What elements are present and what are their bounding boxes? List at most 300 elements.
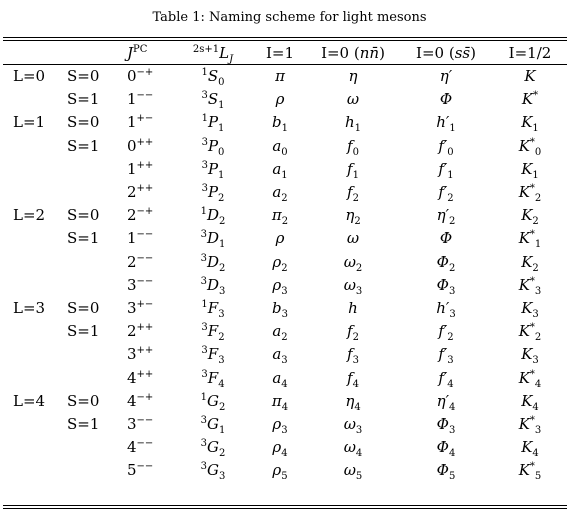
- ih-sub: 0: [534, 146, 542, 158]
- cell-l: [3, 251, 61, 274]
- table-row: [3, 297, 567, 320]
- cell-s: [61, 413, 117, 436]
- ih-sup: *: [529, 322, 535, 334]
- i1-sub: 4: [281, 448, 288, 460]
- jpc-value: 3: [127, 345, 137, 364]
- s-value: S=0: [67, 299, 100, 318]
- cell-jpc: [117, 436, 173, 459]
- cell-i1: [253, 135, 307, 158]
- i1-value: b: [272, 299, 282, 318]
- cell-i0-ss: [399, 413, 493, 436]
- l-value: L=4: [13, 391, 46, 410]
- lj-pre: 3: [200, 275, 207, 287]
- cell-i0-ss: [399, 251, 493, 274]
- jpc-value: 2: [127, 206, 137, 225]
- cell-lj: [173, 320, 253, 343]
- lj-sub: 1: [218, 425, 226, 437]
- i1-value: ρ: [272, 275, 282, 294]
- ih-sup: *: [529, 275, 535, 287]
- ih-sub: 1: [532, 169, 539, 181]
- cell-i1: [253, 251, 307, 274]
- ih-value: K: [518, 368, 530, 387]
- cell-l: [3, 88, 61, 111]
- i0n-value: ω: [343, 415, 356, 434]
- cell-s: [61, 459, 117, 482]
- i0n-value: f: [347, 322, 353, 341]
- cell-lj: [173, 343, 253, 366]
- i1-value: ρ: [272, 461, 282, 480]
- cell-ihalf: [493, 436, 567, 459]
- cell-i1: [253, 227, 307, 250]
- cell-s: [61, 135, 117, 158]
- lj-sub: 3: [218, 355, 225, 367]
- ih-sup: *: [529, 461, 535, 473]
- cell-lj: [173, 111, 253, 134]
- ih-value: K: [518, 461, 530, 480]
- jpc-sup: −−: [136, 90, 154, 102]
- lj-base: S: [207, 67, 219, 85]
- i0n-sub: 3: [355, 285, 363, 297]
- i1-value: π: [271, 391, 282, 410]
- i0s-value: Φ: [436, 415, 449, 434]
- cell-i0-nn: [307, 65, 399, 88]
- lj-sub: 2: [219, 262, 226, 274]
- jpc-sup: +−: [136, 299, 154, 311]
- cell-lj: [173, 459, 253, 482]
- i0n-value: ω: [343, 252, 356, 271]
- header-lj-base: L: [219, 44, 230, 62]
- i1-sub: 3: [281, 285, 288, 297]
- header-i0-ss-suffix: ): [470, 44, 476, 62]
- lj-sub: 2: [218, 448, 226, 460]
- lj-base: P: [207, 183, 219, 202]
- i0s-value: f′: [438, 159, 448, 178]
- cell-l: [3, 436, 61, 459]
- cell-l: [3, 181, 61, 204]
- i0s-value: f′: [438, 345, 448, 364]
- i0n-value: η: [348, 67, 358, 85]
- top-rule-1: [3, 37, 567, 38]
- jpc-sup: +−: [136, 113, 154, 125]
- table-row: [3, 135, 567, 158]
- s-value: S=1: [67, 90, 100, 109]
- table-row: [3, 204, 567, 227]
- i1-sub: 2: [281, 332, 288, 344]
- i1-value: a: [272, 136, 282, 155]
- jpc-sup: −−: [136, 229, 154, 241]
- i0s-sub: 1: [449, 123, 456, 135]
- ih-value: K: [518, 183, 530, 202]
- lj-base: F: [207, 368, 219, 387]
- cell-lj: [173, 135, 253, 158]
- cell-jpc: [117, 227, 173, 250]
- i0n-value: η: [345, 391, 355, 410]
- cell-l: [3, 135, 61, 158]
- cell-i1: [253, 436, 307, 459]
- i1-value: a: [272, 183, 282, 202]
- ih-value: K: [521, 113, 533, 132]
- cell-s: [61, 204, 117, 227]
- ih-value: K: [524, 67, 536, 85]
- i1-sub: 5: [281, 471, 288, 483]
- table-row: [3, 320, 567, 343]
- cell-l: [3, 204, 61, 227]
- jpc-value: 1: [127, 159, 137, 178]
- lj-base: D: [206, 275, 220, 294]
- s-value: S=0: [67, 391, 100, 410]
- header-lj-sub: J: [229, 54, 234, 65]
- cell-s: [61, 181, 117, 204]
- i0s-sub: 2: [447, 193, 454, 205]
- cell-i0-nn: [307, 158, 399, 181]
- header-lj-sup: 2s+1: [192, 44, 220, 55]
- i0n-value: ω: [343, 275, 356, 294]
- i0n-sub: 1: [352, 169, 359, 181]
- header-lj: [173, 41, 253, 65]
- i0n-value: f: [347, 159, 353, 178]
- cell-ihalf: [493, 65, 567, 88]
- ih-value: K: [521, 206, 533, 225]
- table-row: [3, 343, 567, 366]
- cell-i0-nn: [307, 320, 399, 343]
- jpc-value: 2: [127, 252, 137, 271]
- lj-pre: 3: [201, 368, 208, 380]
- ih-sub: 1: [534, 239, 542, 251]
- ih-value: K: [518, 415, 530, 434]
- cell-i0-nn: [307, 367, 399, 390]
- jpc-value: 5: [127, 461, 137, 480]
- cell-l: [3, 343, 61, 366]
- i1-sub: 1: [281, 123, 288, 135]
- lj-pre: 1: [201, 299, 208, 311]
- cell-i1: [253, 297, 307, 320]
- cell-i0-nn: [307, 413, 399, 436]
- cell-lj: [173, 227, 253, 250]
- i0n-value: η: [345, 206, 355, 225]
- i0s-sub: 2: [447, 332, 454, 344]
- jpc-sup: ++: [136, 368, 154, 380]
- cell-i0-ss: [399, 390, 493, 413]
- i0s-value: Φ: [436, 461, 449, 480]
- cell-l: [3, 227, 61, 250]
- lj-base: F: [207, 322, 219, 341]
- cell-jpc: [117, 204, 173, 227]
- table-row: [3, 413, 567, 436]
- i0n-sub: 2: [352, 332, 359, 344]
- cell-ihalf: [493, 158, 567, 181]
- cell-ihalf: [493, 111, 567, 134]
- cell-jpc: [117, 343, 173, 366]
- cell-s: [61, 390, 117, 413]
- i1-value: a: [272, 368, 282, 387]
- cell-lj: [173, 413, 253, 436]
- header-s: [61, 41, 117, 65]
- ih-sup: *: [529, 415, 535, 427]
- lj-base: G: [207, 438, 219, 457]
- i0n-sub: 4: [354, 401, 361, 413]
- lj-pre: 1: [201, 67, 208, 78]
- cell-s: [61, 297, 117, 320]
- cell-i1: [253, 181, 307, 204]
- cell-ihalf: [493, 274, 567, 297]
- lj-pre: 3: [200, 438, 207, 450]
- i0s-value: η′: [436, 391, 450, 410]
- jpc-sup: −+: [136, 67, 154, 78]
- ih-value: K: [521, 391, 533, 410]
- i1-value: ρ: [272, 252, 282, 271]
- cell-lj: [173, 88, 253, 111]
- table-row: [3, 436, 567, 459]
- cell-ihalf: [493, 297, 567, 320]
- cell-i0-nn: [307, 227, 399, 250]
- cell-lj: [173, 251, 253, 274]
- lj-base: D: [206, 229, 220, 248]
- table-caption: Table 1: Naming scheme for light mesons: [152, 10, 427, 25]
- cell-s: [61, 367, 117, 390]
- i1-value: ρ: [275, 90, 285, 109]
- cell-i0-nn: [307, 251, 399, 274]
- ih-value: K: [521, 438, 533, 457]
- table-row: [3, 459, 567, 482]
- lj-sub: 0: [218, 77, 225, 88]
- lj-pre: 3: [200, 461, 207, 473]
- ih-value: K: [521, 159, 533, 178]
- i1-sub: 1: [281, 169, 288, 181]
- ih-sup: *: [533, 90, 539, 102]
- cell-i0-ss: [399, 158, 493, 181]
- cell-i1: [253, 343, 307, 366]
- jpc-value: 3: [127, 415, 137, 434]
- i0s-sub: 2: [448, 262, 456, 274]
- cell-s: [61, 111, 117, 134]
- ih-sub: 4: [534, 378, 542, 390]
- jpc-sup: ++: [136, 136, 154, 148]
- i1-value: ρ: [272, 415, 282, 434]
- i0s-value: Φ: [436, 275, 449, 294]
- i0n-value: h: [348, 299, 358, 318]
- cell-s: [61, 320, 117, 343]
- i0s-sub: 3: [447, 355, 454, 367]
- cell-i1: [253, 204, 307, 227]
- i1-value: π: [271, 206, 282, 225]
- bottom-rule-1: [3, 505, 567, 506]
- i1-sub: 4: [281, 378, 288, 390]
- lj-pre: 3: [201, 136, 208, 148]
- i0n-sub: 1: [354, 123, 362, 135]
- i0n-value: ω: [346, 90, 360, 109]
- cell-jpc: [117, 111, 173, 134]
- s-value: S=0: [67, 67, 100, 85]
- cell-i1: [253, 274, 307, 297]
- i0s-sub: 5: [448, 471, 456, 483]
- cell-l: [3, 65, 61, 88]
- cell-l: [3, 297, 61, 320]
- cell-ihalf: [493, 390, 567, 413]
- table-row: [3, 65, 567, 88]
- cell-l: [3, 320, 61, 343]
- l-value: L=3: [13, 299, 46, 318]
- header-i1: I=1: [265, 44, 295, 62]
- cell-i0-nn: [307, 204, 399, 227]
- cell-i1: [253, 459, 307, 482]
- table-row: [3, 181, 567, 204]
- i0s-value: f′: [438, 136, 448, 155]
- i0n-value: f: [347, 183, 353, 202]
- s-value: S=0: [67, 113, 100, 132]
- ih-sub: 3: [532, 309, 539, 321]
- i0s-sub: 4: [449, 401, 456, 413]
- jpc-sup: −−: [136, 438, 154, 450]
- i1-value: ρ: [272, 438, 282, 457]
- cell-lj: [173, 436, 253, 459]
- lj-sub: 1: [218, 169, 225, 181]
- cell-i0-ss: [399, 204, 493, 227]
- lj-pre: 3: [200, 252, 207, 264]
- i0s-value: h′: [436, 299, 450, 318]
- cell-i0-ss: [399, 297, 493, 320]
- meson-naming-table: [3, 41, 567, 483]
- cell-ihalf: [493, 367, 567, 390]
- lj-pre: 3: [201, 90, 208, 102]
- lj-sub: 0: [218, 146, 225, 158]
- i0n-value: ω: [346, 229, 360, 248]
- ih-sub: 3: [534, 285, 542, 297]
- table-row: [3, 251, 567, 274]
- table-row: [3, 367, 567, 390]
- header-i0-nn-prefix: I=0 (: [321, 44, 360, 62]
- cell-i0-nn: [307, 135, 399, 158]
- jpc-sup: −+: [136, 391, 154, 403]
- cell-ihalf: [493, 181, 567, 204]
- cell-jpc: [117, 367, 173, 390]
- lj-sub: 2: [219, 216, 226, 228]
- header-row: [3, 41, 567, 65]
- i0s-sub: 2: [449, 216, 456, 228]
- jpc-value: 4: [127, 368, 137, 387]
- cell-ihalf: [493, 459, 567, 482]
- cell-jpc: [117, 181, 173, 204]
- cell-l: [3, 367, 61, 390]
- table-row: [3, 88, 567, 111]
- s-value: S=0: [67, 206, 100, 225]
- i0n-value: f: [347, 368, 353, 387]
- cell-jpc: [117, 297, 173, 320]
- table-row: [3, 390, 567, 413]
- ih-value: K: [521, 345, 533, 364]
- i1-sub: 3: [281, 355, 288, 367]
- i1-sub: 2: [281, 193, 288, 205]
- jpc-value: 4: [127, 391, 137, 410]
- ih-value: K: [518, 136, 530, 155]
- lj-base: D: [206, 206, 220, 225]
- cell-s: [61, 88, 117, 111]
- cell-i0-ss: [399, 274, 493, 297]
- ih-value: K: [521, 90, 534, 109]
- cell-i0-ss: [399, 320, 493, 343]
- cell-i0-ss: [399, 135, 493, 158]
- i0s-value: Φ: [436, 438, 449, 457]
- cell-l: [3, 158, 61, 181]
- i1-sub: 2: [281, 262, 288, 274]
- cell-s: [61, 158, 117, 181]
- ih-sup: *: [529, 229, 535, 241]
- cell-jpc: [117, 65, 173, 88]
- i0s-value: η′: [436, 206, 450, 225]
- cell-l: [3, 459, 61, 482]
- jpc-value: 2: [127, 183, 137, 202]
- i1-sub: 4: [281, 401, 289, 413]
- cell-i0-ss: [399, 111, 493, 134]
- ih-sub: 2: [532, 216, 539, 228]
- lj-base: G: [207, 461, 219, 480]
- ih-sup: *: [529, 136, 535, 148]
- lj-sub: 1: [218, 100, 225, 112]
- ih-value: K: [521, 299, 533, 318]
- cell-i0-nn: [307, 297, 399, 320]
- cell-ihalf: [493, 343, 567, 366]
- cell-i0-ss: [399, 459, 493, 482]
- lj-sub: 3: [218, 471, 226, 483]
- i0n-value: f: [347, 136, 353, 155]
- l-value: L=1: [13, 113, 46, 132]
- lj-base: P: [207, 159, 219, 178]
- i1-sub: 0: [281, 146, 288, 158]
- jpc-value: 1: [127, 113, 137, 132]
- cell-i0-ss: [399, 181, 493, 204]
- i1-sub: 2: [281, 216, 289, 228]
- cell-i1: [253, 390, 307, 413]
- cell-jpc: [117, 251, 173, 274]
- l-value: L=2: [13, 206, 46, 225]
- i0s-sub: 0: [447, 146, 454, 158]
- cell-jpc: [117, 459, 173, 482]
- jpc-value: 0: [127, 67, 137, 85]
- cell-i0-nn: [307, 343, 399, 366]
- cell-jpc: [117, 320, 173, 343]
- cell-jpc: [117, 274, 173, 297]
- jpc-sup: ++: [136, 345, 154, 357]
- cell-l: [3, 274, 61, 297]
- cell-lj: [173, 204, 253, 227]
- cell-i1: [253, 65, 307, 88]
- cell-i0-nn: [307, 88, 399, 111]
- lj-base: P: [207, 136, 219, 155]
- ih-value: K: [518, 322, 530, 341]
- i0n-sub: 2: [352, 193, 359, 205]
- cell-lj: [173, 181, 253, 204]
- header-i0-ss: [399, 41, 493, 65]
- cell-lj: [173, 274, 253, 297]
- lj-pre: 3: [201, 183, 208, 195]
- lj-pre: 3: [201, 322, 208, 334]
- jpc-sup: −−: [136, 461, 154, 473]
- i0n-sub: 4: [352, 378, 359, 390]
- ih-sub: 2: [534, 193, 542, 205]
- jpc-value: 3: [127, 275, 137, 294]
- ih-sub: 3: [532, 355, 539, 367]
- lj-sub: 1: [218, 123, 225, 135]
- jpc-value: 3: [127, 299, 137, 318]
- cell-s: [61, 343, 117, 366]
- cell-ihalf: [493, 413, 567, 436]
- i0n-sub: 2: [354, 216, 361, 228]
- cell-i1: [253, 320, 307, 343]
- i0s-value: f′: [438, 368, 448, 387]
- i1-sub: 3: [281, 309, 288, 321]
- cell-i0-ss: [399, 88, 493, 111]
- lj-pre: 3: [200, 229, 207, 241]
- ih-sub: 1: [532, 123, 539, 135]
